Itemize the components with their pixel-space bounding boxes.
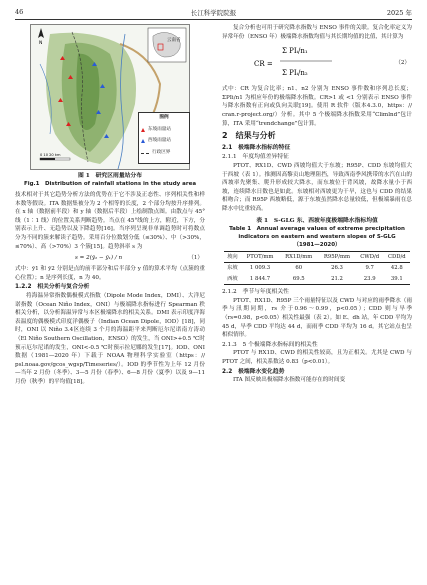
eq2-number: （2）	[395, 60, 410, 67]
study-area-map	[30, 24, 190, 170]
eq2-graphic	[252, 41, 372, 85]
legend-item-west: 西坡雨量站	[141, 137, 187, 146]
figure-caption: 图 1 研究区雨量站分布 Fig.1 Distribution of rainfall stations in the study area	[23, 173, 197, 187]
legend-item-east: 东坡雨量站	[141, 126, 187, 135]
para-correlation: 将海温异常指数偶极模式指数（Dipole Mode Index，DMI）、大洋尼诺指数（Ocean Niño Index，ONI）与极端降水指标进行 Spearman 秩相关分析，以分析海温异常与本区极端降水的相关关系。DMI 表示印度洋海表温度的偶极模式印度洋偶极子（Indian Ocean Dipole，IOD）[18]，同时，ONI 以 Niño 3.4区连续 3 个月的海温距平来判断厄尔尼诺南方涛动（El Niño Southern Oscillation，ENSO）的发生，当 ONI>+0.5 ℃时预示厄尔尼诺的发生，ONI<-0.5 ℃时预示拉尼娜的发生[17]。IOD、ONI 数据（1981—2020 年）下载于 NOAA 物理科学实验室（https：// psl.noaa.gov/gcos_wgsp/Timeseries/）。IOD 的季节性为上年 12 月份—当年 2 月份（冬季）、3—5 月份（春季）、6—8 月份（夏季）以及 9—11 月份（秋季）的平均值[18]。	[15, 292, 205, 385]
legend-title: 图例	[159, 115, 169, 120]
subsection-2-1-1: 2.1.1 年度均值差异特征	[222, 154, 289, 161]
para-eq1-notes: 式中：ȳ1 和 ȳ2 分别是点的前半部分和后半部分 y 值的算术平均（点簇的重心位置）；n 是序列长度，n 为 40。	[15, 266, 205, 281]
equation-2	[222, 41, 412, 85]
para-2-1-2: PTOT、RX1D、R95P 三个雨量特征以及 CWD 与对应的雨季降水（雨季与汛期同期，rs 介于0.96～0.99，p<0.05）；CDD 则与旱季（rs=0.98，p<0.05）相关性最强（表 2）。如 E、dh 站，年 CDD 平均为 45 d，旱季 CDD 平均达 44 d，而雨季 CDD 平均为 16 d。其它站点也呈相似情形。	[222, 297, 412, 339]
subsection-2-1: 2.1 极端降水指标的特征	[222, 144, 291, 151]
svg-text:Σ PIᵢ/n₂: Σ PIᵢ/n₂	[282, 69, 308, 78]
blue-triangle-icon	[141, 139, 145, 143]
table-row: 东坡 1 009.3 60 26.3 9.7 42.8	[227, 265, 403, 272]
map-legend	[138, 112, 190, 164]
table-row: 西坡 1 844.7 69.5 21.2 23.9 39.1	[224, 274, 410, 285]
para-cr-notes: 式中：CR 为复合比率；n1、n2 分别为 ENSO 事件数和序列总长度；ΣPIi/n1 为相应年份的极端降水指数。CR>1 或 <1 分别表示 ENSO 事件与降水指数有正向或负向关联[19]。使用 R 软件（版本4.3.0，https：// cran.r-project.org/）分析。其中 5 个极端降水指数采用“Climlnd”包计算，ITA 采用“trendchange”包计算。	[222, 86, 412, 127]
subsection-2-1-3: 2.1.3 5 个极端降水指标间的相关性	[222, 341, 318, 348]
journal-title: 长江科学院院报	[190, 9, 237, 17]
table-caption: 表 1 S-GLG 东、西坡年度极端降水指标均值 Table 1 Annual average values of extreme precipitation indicators on eastern and western slopes of S-GLG （1981—2020）	[229, 217, 405, 248]
subsection-1-2-2: 1.2.2 相关分析与复合分析	[15, 284, 90, 291]
inset-label: 云南省	[167, 38, 181, 43]
para-2-1-1: PTOT、RX1D、CWD 西坡均值大于东坡；R95P、CDD 东坡均值大于西坡（表 1）。推测因高黎贡山地理阻挡，导致西南季风携带的水汽在山的西坡率先聚集、爬升形成较大降水，而东坡位于背风坡，故降水量小于西坡，连续降水日数也是如此。东坡相对西坡更为干旱，这也与 CDD 的结果相吻合；而 R95P 西坡略低，源于东坡虽然降水总量较低，但极端暴雨在总降水中比重较高。	[222, 162, 412, 212]
page-number: 46	[15, 8, 24, 16]
section-2: 2 结果与分析	[222, 131, 276, 141]
north-label: N	[39, 41, 43, 46]
eq1-number: （1）	[188, 255, 203, 262]
table-1	[224, 251, 410, 286]
para-2-2: ITA 图反映出极端降水指数可能存在的时间变	[233, 377, 346, 384]
para-composite: 复合分析也可用于研究降水指数与 ENSO 事件的关联。复合化率定义为异常年份（ENSO 年）极端降水指数均值与其长期均值的比值，其计算为	[222, 25, 412, 40]
left-column	[15, 24, 205, 386]
equation-1	[15, 251, 205, 265]
header-rule	[15, 19, 412, 20]
scale-label: 0 10 20 km	[40, 153, 61, 157]
journal-year: 2025 年	[386, 9, 412, 17]
right-column	[222, 24, 412, 385]
dashed-line-icon	[141, 153, 149, 154]
legend-item-boundary: 行政区界	[141, 149, 187, 158]
table-header-row: 坡向 PTOT/mm RX1D/mm R95P/mm CWD/d CDD/d	[224, 251, 410, 263]
subsection-2-1-2: 2.1.2 季节与年度相关性	[222, 289, 289, 296]
subsection-2-2: 2.2 极端降水变化趋势	[222, 368, 285, 375]
svg-text:Σ PIᵢ/n₁: Σ PIᵢ/n₁	[282, 47, 308, 56]
red-triangle-icon	[141, 128, 145, 132]
para-ita: 技术相对于其它趋势分析方法的优势在于它不涉及正态性、序列相关性和样本数等假设。ITA 数据集被分为 2 个相等的长度，2 个部分均按升序排列。在 x 轴（数据前半段）和 y 轴（数据后半段）上绘制散点图。由散点与 45°线（1∶1 线）的位置关系判断趋势。当点在 45°线的上方，附近，下方，分别表示上升、无趋势以及下降趋势[16]。当序列呈现非单调趋势时可将数点分为不同的簇来解读子趋势。采用百分位数划分低（≤30%）、中（>30%，≤70%）、高（>70%）3 个簇[15]。趋势斜率 s 为	[15, 192, 205, 250]
svg-text:CR =: CR =	[254, 60, 273, 69]
eq1-body: s = 2(ȳ₂ − ȳ₁) / n	[75, 255, 123, 262]
para-2-1-3: PTOT 与 RX1D、CWD 的相关性较高，且为正相关。尤其是 CWD 与 PTOT 之间，相关系数达 0.83（p<0.01）。	[222, 350, 412, 366]
